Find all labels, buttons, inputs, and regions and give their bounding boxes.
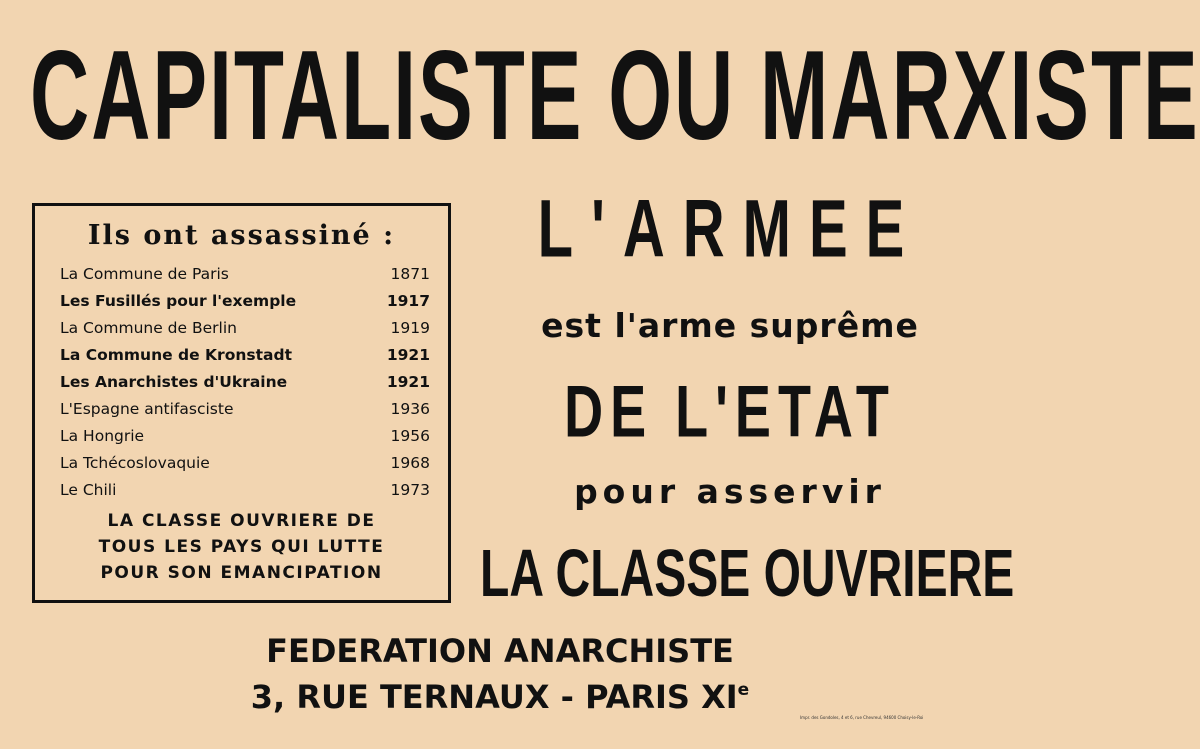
list-item <box>60 424 430 448</box>
list-item <box>60 289 430 313</box>
event-name: La Commune de Kronstadt <box>60 346 292 364</box>
list-item <box>60 370 430 394</box>
event-year: 1968 <box>390 454 430 472</box>
event-name: Les Fusillés pour l'exemple <box>60 292 297 310</box>
event-name: La Tchécoslovaquie <box>60 454 210 472</box>
list-item <box>60 397 430 421</box>
address-text: 3, RUE TERNAUX - PARIS XI <box>250 678 738 716</box>
poster-headline: CAPITALISTE OU MARXISTE <box>30 25 1200 167</box>
armee-heading: L'ARMEE <box>537 183 923 275</box>
address <box>200 678 800 716</box>
box-footer-line: POUR SON EMANCIPATION <box>100 563 383 583</box>
event-name: Les Anarchistes d'Ukraine <box>60 373 288 391</box>
classe-heading: LA CLASSE OUVRIERE <box>480 537 1015 612</box>
address-superscript: e <box>737 680 750 700</box>
event-year: 1956 <box>390 427 430 445</box>
event-name: La Commune de Berlin <box>60 319 237 337</box>
list-item <box>60 262 430 286</box>
event-name: La Commune de Paris <box>60 265 229 283</box>
etat-heading: DE L'ETAT <box>564 371 896 453</box>
victims-box <box>32 203 451 603</box>
event-year: 1973 <box>390 481 430 499</box>
event-year: 1871 <box>390 265 430 283</box>
list-item <box>60 316 430 340</box>
federation-name: FEDERATION ANARCHISTE <box>266 632 734 670</box>
list-item <box>60 451 430 475</box>
printer-imprint: Impr. des Gondoles, 4 et 6, rue Chevreul, 94600 Choisy-le-Roi <box>800 715 924 720</box>
event-name: La Hongrie <box>60 427 145 445</box>
box-footer <box>35 508 448 586</box>
list-item <box>60 478 430 502</box>
box-footer-line: TOUS LES PAYS QUI LUTTE <box>98 537 385 557</box>
list-item <box>60 343 430 367</box>
event-name: L'Espagne antifasciste <box>60 400 234 418</box>
event-year: 1919 <box>390 319 430 337</box>
event-year: 1921 <box>386 346 430 364</box>
arme-line: est l'arme suprême <box>541 306 919 345</box>
event-year: 1936 <box>390 400 430 418</box>
event-year: 1917 <box>386 292 430 310</box>
box-title: Ils ont assassiné : <box>87 220 396 251</box>
event-year: 1921 <box>386 373 430 391</box>
event-name: Le Chili <box>60 481 117 499</box>
asservir-line: pour asservir <box>574 472 886 511</box>
box-footer-line: LA CLASSE OUVRIERE DE <box>107 511 376 531</box>
